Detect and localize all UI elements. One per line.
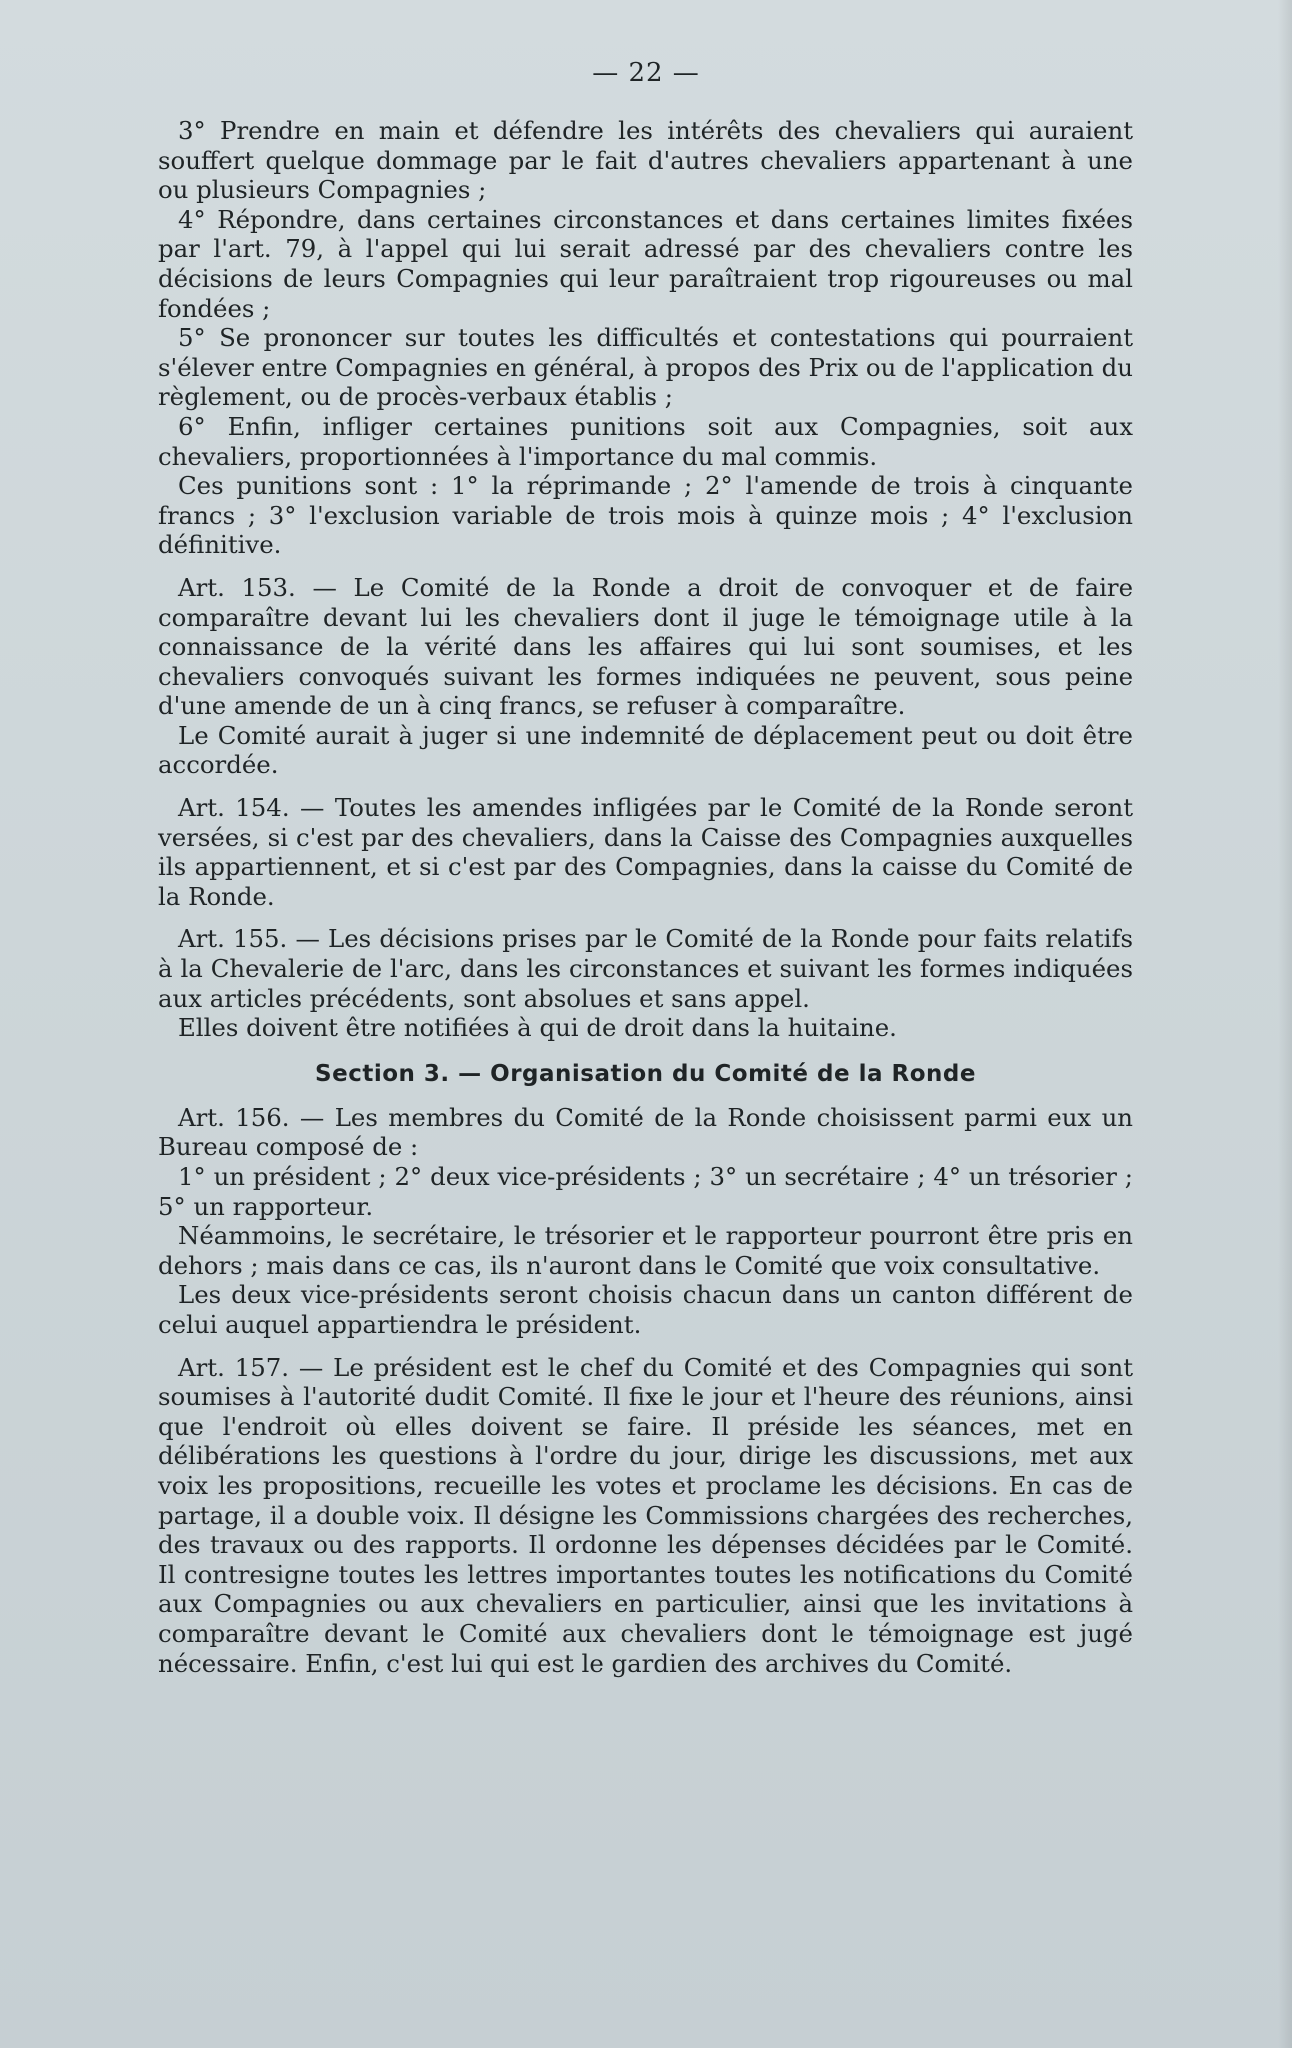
paragraph-item-6: 6° Enfin, infliger certaines punitions soit aux Compagnies, soit aux chevaliers, proportionnées à l'importance du mal commis. [158, 411, 1133, 471]
article-156-bureau-list: 1° un président ; 2° deux vice-présidents ; 3° un secrétaire ; 4° un trésorier ; 5° un rapporteur. [158, 1162, 1133, 1221]
paragraph-item-3: 3° Prendre en main et défendre les intérêts des chevaliers qui auraient souffert quelque dommage par le fait d'autres chevaliers appartenant à une ou plusieurs Compagnies ; [158, 116, 1133, 205]
article-157: Art. 157. — Le président est le chef du Comité et des Compagnies qui sont soumises à l'autorité dudit Comité. Il fixe le jour et l'heure des réunions, ainsi que l'endroit où elles doivent se faire. Il préside les séances, met en délibérations les questions à l'ordre du jour, dirige les discussions, met aux voix les propositions, recueille les votes et proclame les décisions. En cas de partage, il a double voix. Il désigne les Commissions chargées des recherches, des travaux ou des rapports. Il ordonne les dépenses décidées par le Comité. Il contresigne toutes les lettres importantes toutes les notifications du Comité aux Compagnies ou aux chevaliers en particulier, ainsi que les invitations à comparaître devant le Comité aux chevaliers dont le témoignage est jugé nécessaire. Enfin, c'est lui qui est le gardien des archives du Comité. [158, 1352, 1133, 1678]
article-156: Art. 156. — Les membres du Comité de la Ronde choisissent parmi eux un Bureau composé de : [158, 1102, 1133, 1162]
page-number: — 22 — [592, 58, 700, 88]
paragraph-punitions: Ces punitions sont : 1° la réprimande ; 2° l'amende de trois à cinquante francs ; 3° l'exclusion variable de trois mois à quinze mois ; 4° l'exclusion définitive. [158, 471, 1133, 560]
section-heading: Section 3. — Organisation du Comité de la Ronde [315, 1060, 976, 1087]
paragraph-item-4: 4° Répondre, dans certaines circonstances et dans certaines limites fixées par l'art. 79, à l'appel qui lui serait adressé par des chevaliers contre les décisions de leurs Compagnies qui leur paraîtraient trop rigoureuses ou mal fondées ; [158, 204, 1133, 323]
article-155: Art. 155. — Les décisions prises par le Comité de la Ronde pour faits relatifs à la Chevalerie de l'arc, dans les circonstances et suivant les formes indiquées aux articles précédents, sont absolues et sans appel. [158, 924, 1133, 1013]
article-156-vice-presidents: Les deux vice-présidents seront choisis chacun dans un canton différent de celui auquel appartiendra le président. [158, 1280, 1133, 1339]
article-153-indemnite: Le Comité aurait à juger si une indemnité de déplacement peut ou doit être accordée. [158, 720, 1133, 780]
article-155-notification: Elles doivent être notifiées à qui de droit dans la huitaine. [178, 1013, 897, 1043]
paragraph-item-5: 5° Se prononcer sur toutes les difficultés et contestations qui pourraient s'élever entre Compagnies en général, à propos des Prix ou de l'application du règlement, ou de procès-verbaux établis ; [158, 323, 1133, 412]
article-153: Art. 153. — Le Comité de la Ronde a droit de convoquer et de faire comparaître devant lui les chevaliers dont il juge le témoignage utile à la connaissance de la vérité dans les affaires qui lui sont soumises, et les chevaliers convoqués suivant les formes indiquées ne peuvent, sous peine d'une amende de un à cinq francs, se refuser à comparaître. [158, 572, 1133, 721]
article-156-neammoins: Néammoins, le secrétaire, le trésorier et le rapporteur pourront être pris en dehors ; mais dans ce cas, ils n'auront dans le Comité que voix consultative. [158, 1221, 1133, 1280]
article-154: Art. 154. — Toutes les amendes infligées par le Comité de la Ronde seront versées, si c'est par des chevaliers, dans la Caisse des Compagnies auxquelles ils appartiennent, et si c'est par des Compagnies, dans la caisse du Comité de la Ronde. [158, 793, 1133, 911]
page-body [158, 116, 1133, 1678]
